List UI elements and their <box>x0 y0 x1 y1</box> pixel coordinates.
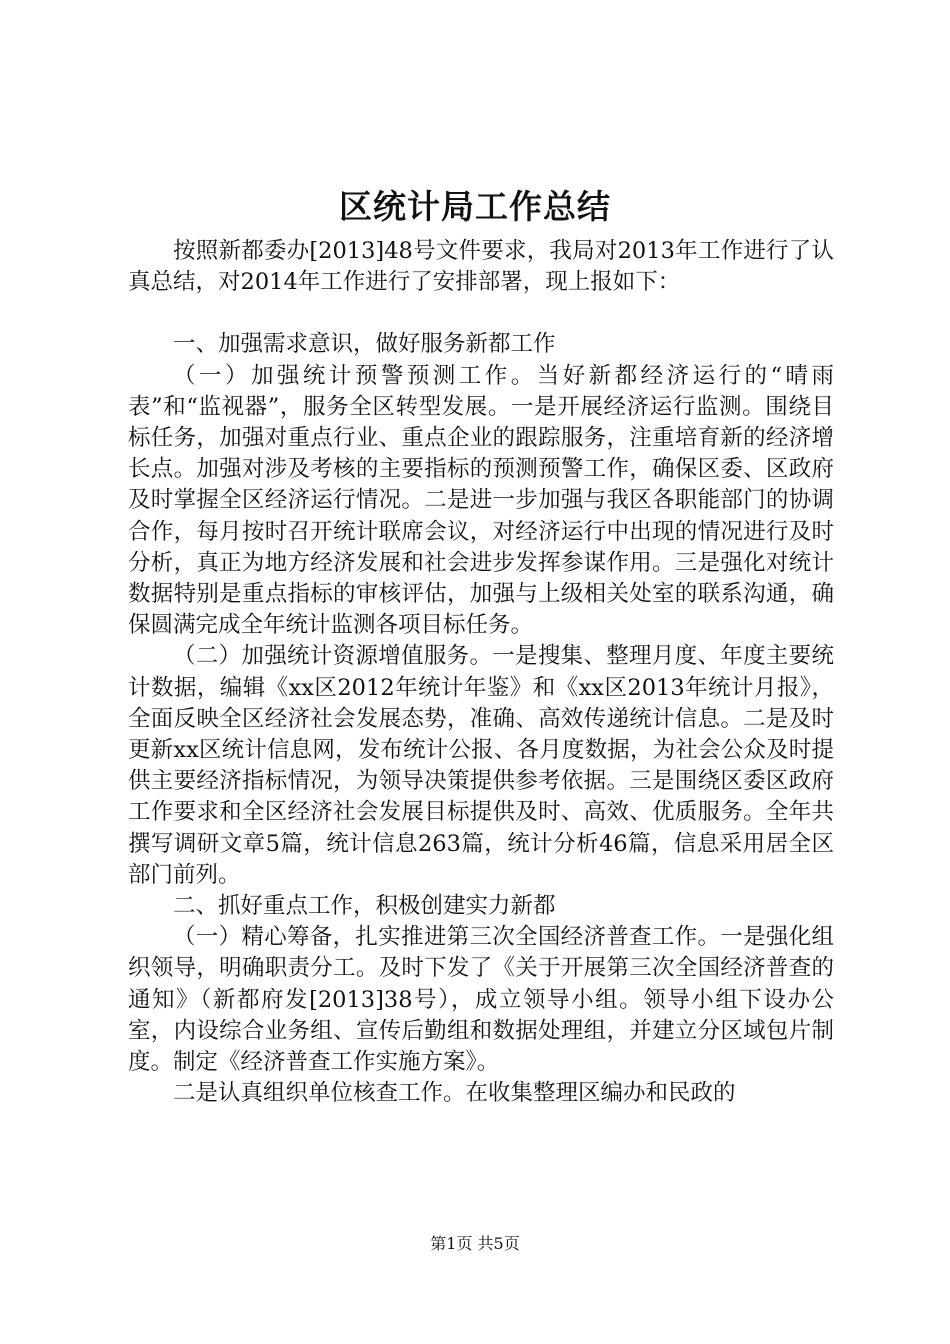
intro-paragraph: 按照新都委办[2013]48号文件要求，我局对2013年工作进行了认真总结，对2014年工作进行了安排部署，现上报如下： <box>128 238 834 296</box>
document-body <box>128 236 834 1109</box>
body-paragraph: （二）加强统计资源增值服务。一是搜集、整理月度、年度主要统计数据，编辑《xx区2012年统计年鉴》和《xx区2013年统计月报》，全面反映全区经济社会发展态势，准确、高效传递统计信息。二是及时更新xx区统计信息网，发布统计公报、各月度数据，为社会公众及时提供主要经济指标情况，为领导决策提供参考依据。三是围绕区委区政府工作要求和全区经济社会发展目标提供及时、高效、优质服务。全年共撰写调研文章5篇，统计信息263篇，统计分析46篇，信息采用居全区部门前列。 <box>128 643 834 888</box>
page-title: 区统计局工作总结 <box>339 187 611 226</box>
body-paragraph: （一）精心筹备，扎实推进第三次全国经济普查工作。一是强化组织领导，明确职责分工。及时下发了《关于开展第三次全国经济普查的通知》（新都府发[2013]38号），成立领导小组。领导小组下设办公室，内设综合业务组、宣传后勤组和数据处理组，并建立分区域包片制度。制定《经济普查工作实施方案》。 <box>128 924 834 1076</box>
section-heading-1: 一、加强需求意识，做好服务新都工作 <box>173 331 556 358</box>
page-footer: 第1页 共5页 <box>430 1234 520 1253</box>
body-paragraph: 二是认真组织单位核查工作。在收集整理区编办和民政的 <box>173 1080 736 1107</box>
section-heading-2: 二、抓好重点工作，积极创建实力新都 <box>173 893 556 920</box>
body-paragraph: （一）加强统计预警预测工作。当好新都经济运行的“晴雨表”和“监视器”，服务全区转型发展。一是开展经济运行监测。围绕目标任务，加强对重点行业、重点企业的跟踪服务，注重培育新的经济增长点。加强对涉及考核的主要指标的预测预警工作，确保区委、区政府及时掌握全区经济运行情况。二是进一步加强与我区各职能部门的协调合作，每月按时召开统计联席会议，对经济运行中出现的情况进行及时分析，真正为地方经济发展和社会进步发挥参谋作用。三是强化对统计数据特别是重点指标的审核评估，加强与上级相关处室的联系沟通，确保圆满完成全年统计监测各项目标任务。 <box>128 362 834 639</box>
